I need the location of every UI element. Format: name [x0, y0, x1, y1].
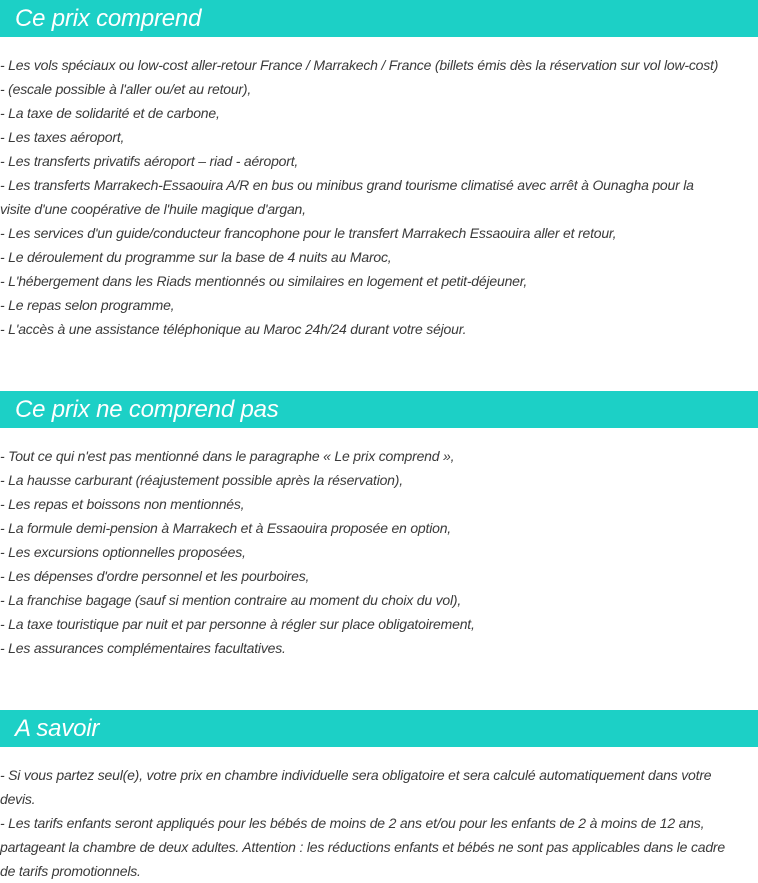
list-item-continuation: partageant la chambre de deux adultes. Attention : les réductions enfants et bébés ne sont pas applicables dans le cadre: [0, 839, 725, 855]
section-price-includes: [0, 0, 758, 341]
list-item: - Les repas et boissons non mentionnés,: [0, 496, 245, 512]
section-header-excludes: [0, 391, 758, 428]
list-item: - Si vous partez seul(e), votre prix en chambre individuelle sera obligatoire et sera calculé automatiquement dans votre: [0, 767, 712, 783]
list-item-continuation: devis.: [0, 791, 36, 807]
section-price-excludes: [0, 391, 758, 660]
section-good-to-know: [0, 710, 758, 883]
list-item: - (escale possible à l'aller ou/et au retour),: [0, 81, 252, 97]
excludes-list: [0, 444, 758, 660]
list-item: - Tout ce qui n'est pas mentionné dans le paragraphe « Le prix comprend »,: [0, 448, 455, 464]
list-item: - Le déroulement du programme sur la base de 4 nuits au Maroc,: [0, 249, 392, 265]
list-item: - Les transferts privatifs aéroport – riad - aéroport,: [0, 153, 299, 169]
list-item: - Les assurances complémentaires facultatives.: [0, 640, 286, 656]
includes-list: [0, 53, 758, 341]
section-header-info: [0, 710, 758, 747]
list-item: - Le repas selon programme,: [0, 297, 175, 313]
section-title-excludes: Ce prix ne comprend pas: [15, 395, 279, 423]
list-item: - Les excursions optionnelles proposées,: [0, 544, 246, 560]
list-item: - L'accès à une assistance téléphonique au Maroc 24h/24 durant votre séjour.: [0, 321, 467, 337]
info-list: [0, 763, 758, 883]
section-title-includes: Ce prix comprend: [15, 4, 202, 32]
list-item-continuation: visite d'une coopérative de l'huile magique d'argan,: [0, 201, 306, 217]
list-item: - Les vols spéciaux ou low-cost aller-retour France / Marrakech / France (billets émis dès la réservation sur vol low-cost): [0, 57, 719, 73]
list-item: - La formule demi-pension à Marrakech et à Essaouira proposée en option,: [0, 520, 451, 536]
list-item: - Les dépenses d'ordre personnel et les pourboires,: [0, 568, 310, 584]
list-item: - Les transferts Marrakech-Essaouira A/R en bus ou minibus grand tourisme climatisé avec arrêt à Ounagha pour la: [0, 177, 694, 193]
list-item: - La franchise bagage (sauf si mention contraire au moment du choix du vol),: [0, 592, 462, 608]
section-header-includes: [0, 0, 758, 37]
list-item: - Les services d'un guide/conducteur francophone pour le transfert Marrakech Essaouira aller et retour,: [0, 225, 617, 241]
list-item: - L'hébergement dans les Riads mentionnés ou similaires en logement et petit-déjeuner,: [0, 273, 528, 289]
section-title-info: A savoir: [15, 714, 100, 742]
list-item: - Les tarifs enfants seront appliqués pour les bébés de moins de 2 ans et/ou pour les enfants de 2 à moins de 12 ans,: [0, 815, 705, 831]
list-item: - La hausse carburant (réajustement possible après la réservation),: [0, 472, 403, 488]
list-item-continuation: de tarifs promotionnels.: [0, 863, 141, 879]
list-item: - La taxe touristique par nuit et par personne à régler sur place obligatoirement,: [0, 616, 475, 632]
list-item: - La taxe de solidarité et de carbone,: [0, 105, 220, 121]
list-item: - Les taxes aéroport,: [0, 129, 125, 145]
